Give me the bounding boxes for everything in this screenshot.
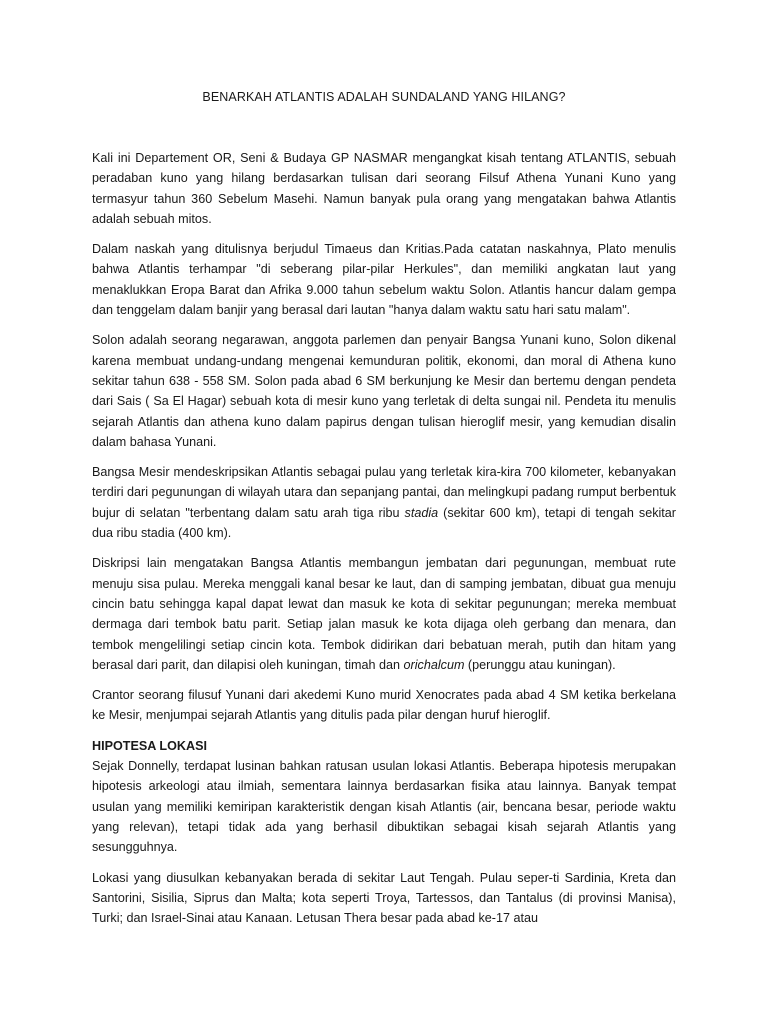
text-segment: Bangsa Mesir mendeskripsikan Atlantis sebagai pulau yang terletak kira-kira 700 kilometer, kebanyakan terdiri dari pegunungan di wilayah utara dan sepanjang pantai, dan melingkupi padang rumput berbentuk bujur di selatan "terbentang dalam satu arah tiga ribu: [92, 465, 676, 520]
text-segment: (sekitar 600 km), tetapi di tengah sekitar dua ribu stadia (400 km).: [92, 505, 676, 541]
section-heading-hipotesa: HIPOTESA LOKASI: [92, 738, 207, 753]
text-segment: (perunggu atau kuningan).: [464, 657, 616, 672]
paragraph-plato: Dalam naskah yang ditulisnya berjudul Timaeus dan Kritias.Pada catatan naskahnya, Plato menulis bahwa Atlantis terhampar "di seberang pilar-pilar Herkules", dan memiliki angkatan laut yang menaklukkan Eropa Barat dan Afrika 9.000 tahun sebelum waktu Solon. Atlantis hancur dalam gempa dan tenggelam dalam banjir yang berasal dari lautan "hanya dalam waktu satu hari satu malam".: [92, 242, 676, 318]
text-segment: Diskripsi lain mengatakan Bangsa Atlantis membangun jembatan dari pegunungan, membuat rute menuju sisa pulau. Mereka menggali kanal besar ke laut, dan di samping jembatan, dibuat gua menuju cincin batu sehingga kapal dapat lewat dan masuk ke kota di sekitar pegunungan; mereka membuat dermaga dari tembok batu parit. Setiap jalan masuk ke kota dijaga oleh gerbang dan menara, dan tembok mengelilingi setiap cincin kota. Tembok didirikan dari bebatuan merah, putih dan hitam yang berasal dari parit, dan dilapisi oleh kuningan, timah dan: [92, 556, 676, 672]
paragraph-construction: [92, 553, 676, 675]
document-body: [92, 148, 676, 928]
italic-term-stadia: stadia: [404, 505, 439, 520]
paragraph-egypt-description: [92, 462, 676, 543]
paragraph-intro: Kali ini Departement OR, Seni & Budaya GP NASMAR mengangkat kisah tentang ATLANTIS, sebuah peradaban kuno yang hilang berdasarkan tulisan dari seorang Filsuf Athena Yunani Kuno yang termasyur tahun 360 Sebelum Masehi. Namun banyak pula orang yang mengatakan bahwa Atlantis adalah sebuah mitos.: [92, 151, 676, 226]
paragraph-crantor: Crantor seorang filusuf Yunani dari akedemi Kuno murid Xenocrates pada abad 4 SM ketika berkelana ke Mesir, menjumpai sejarah Atlantis yang ditulis pada pilar dengan huruf hieroglif.: [92, 688, 676, 723]
paragraph-solon: Solon adalah seorang negarawan, anggota parlemen dan penyair Bangsa Yunani kuno, Solon dikenal karena membuat undang-undang mengenai kemunduran politik, ekonomi, dan moral di Athena kuno sekitar tahun 638 - 558 SM. Solon pada abad 6 SM berkunjung ke Mesir dan bertemu dengan pendeta dari Sais ( Sa El Hagar) sebuah kota di mesir kuno yang terletak di delta sungai nil. Pendeta itu menulis sejarah Atlantis dan athena kuno dalam papirus dengan tulisan hieroglif mesir, yang kemudian disalin dalam bahasa Yunani.: [92, 333, 676, 449]
paragraph-locations: Lokasi yang diusulkan kebanyakan berada di sekitar Laut Tengah. Pulau seper-ti Sardinia, Kreta dan Santorini, Sisilia, Siprus dan Malta; kota seperti Troya, Tartessos, dan Tantalus (di provinsi Manisa), Turki; dan Israel-Sinai atau Kanaan. Letusan Thera besar pada abad ke-17 atau: [92, 870, 676, 926]
paragraph-donnelly: Sejak Donnelly, terdapat lusinan bahkan ratusan usulan lokasi Atlantis. Beberapa hipotesis merupakan hipotesis arkeologi atau ilmiah, sementara lainnya berdasarkan fisika atau lainnya. Banyak tempat usulan yang memiliki kemiripan karakteristik dengan kisah Atlantis (air, bencana besar, periode waktu yang relevan), tetapi tidak ada yang berhasil dibuktikan sebagai kisah sejarah Atlantis yang sesungguhnya.: [92, 759, 676, 855]
document-title: BENARKAH ATLANTIS ADALAH SUNDALAND YANG HILANG?: [202, 90, 566, 104]
italic-term-orichalcum: orichalcum: [403, 657, 465, 672]
